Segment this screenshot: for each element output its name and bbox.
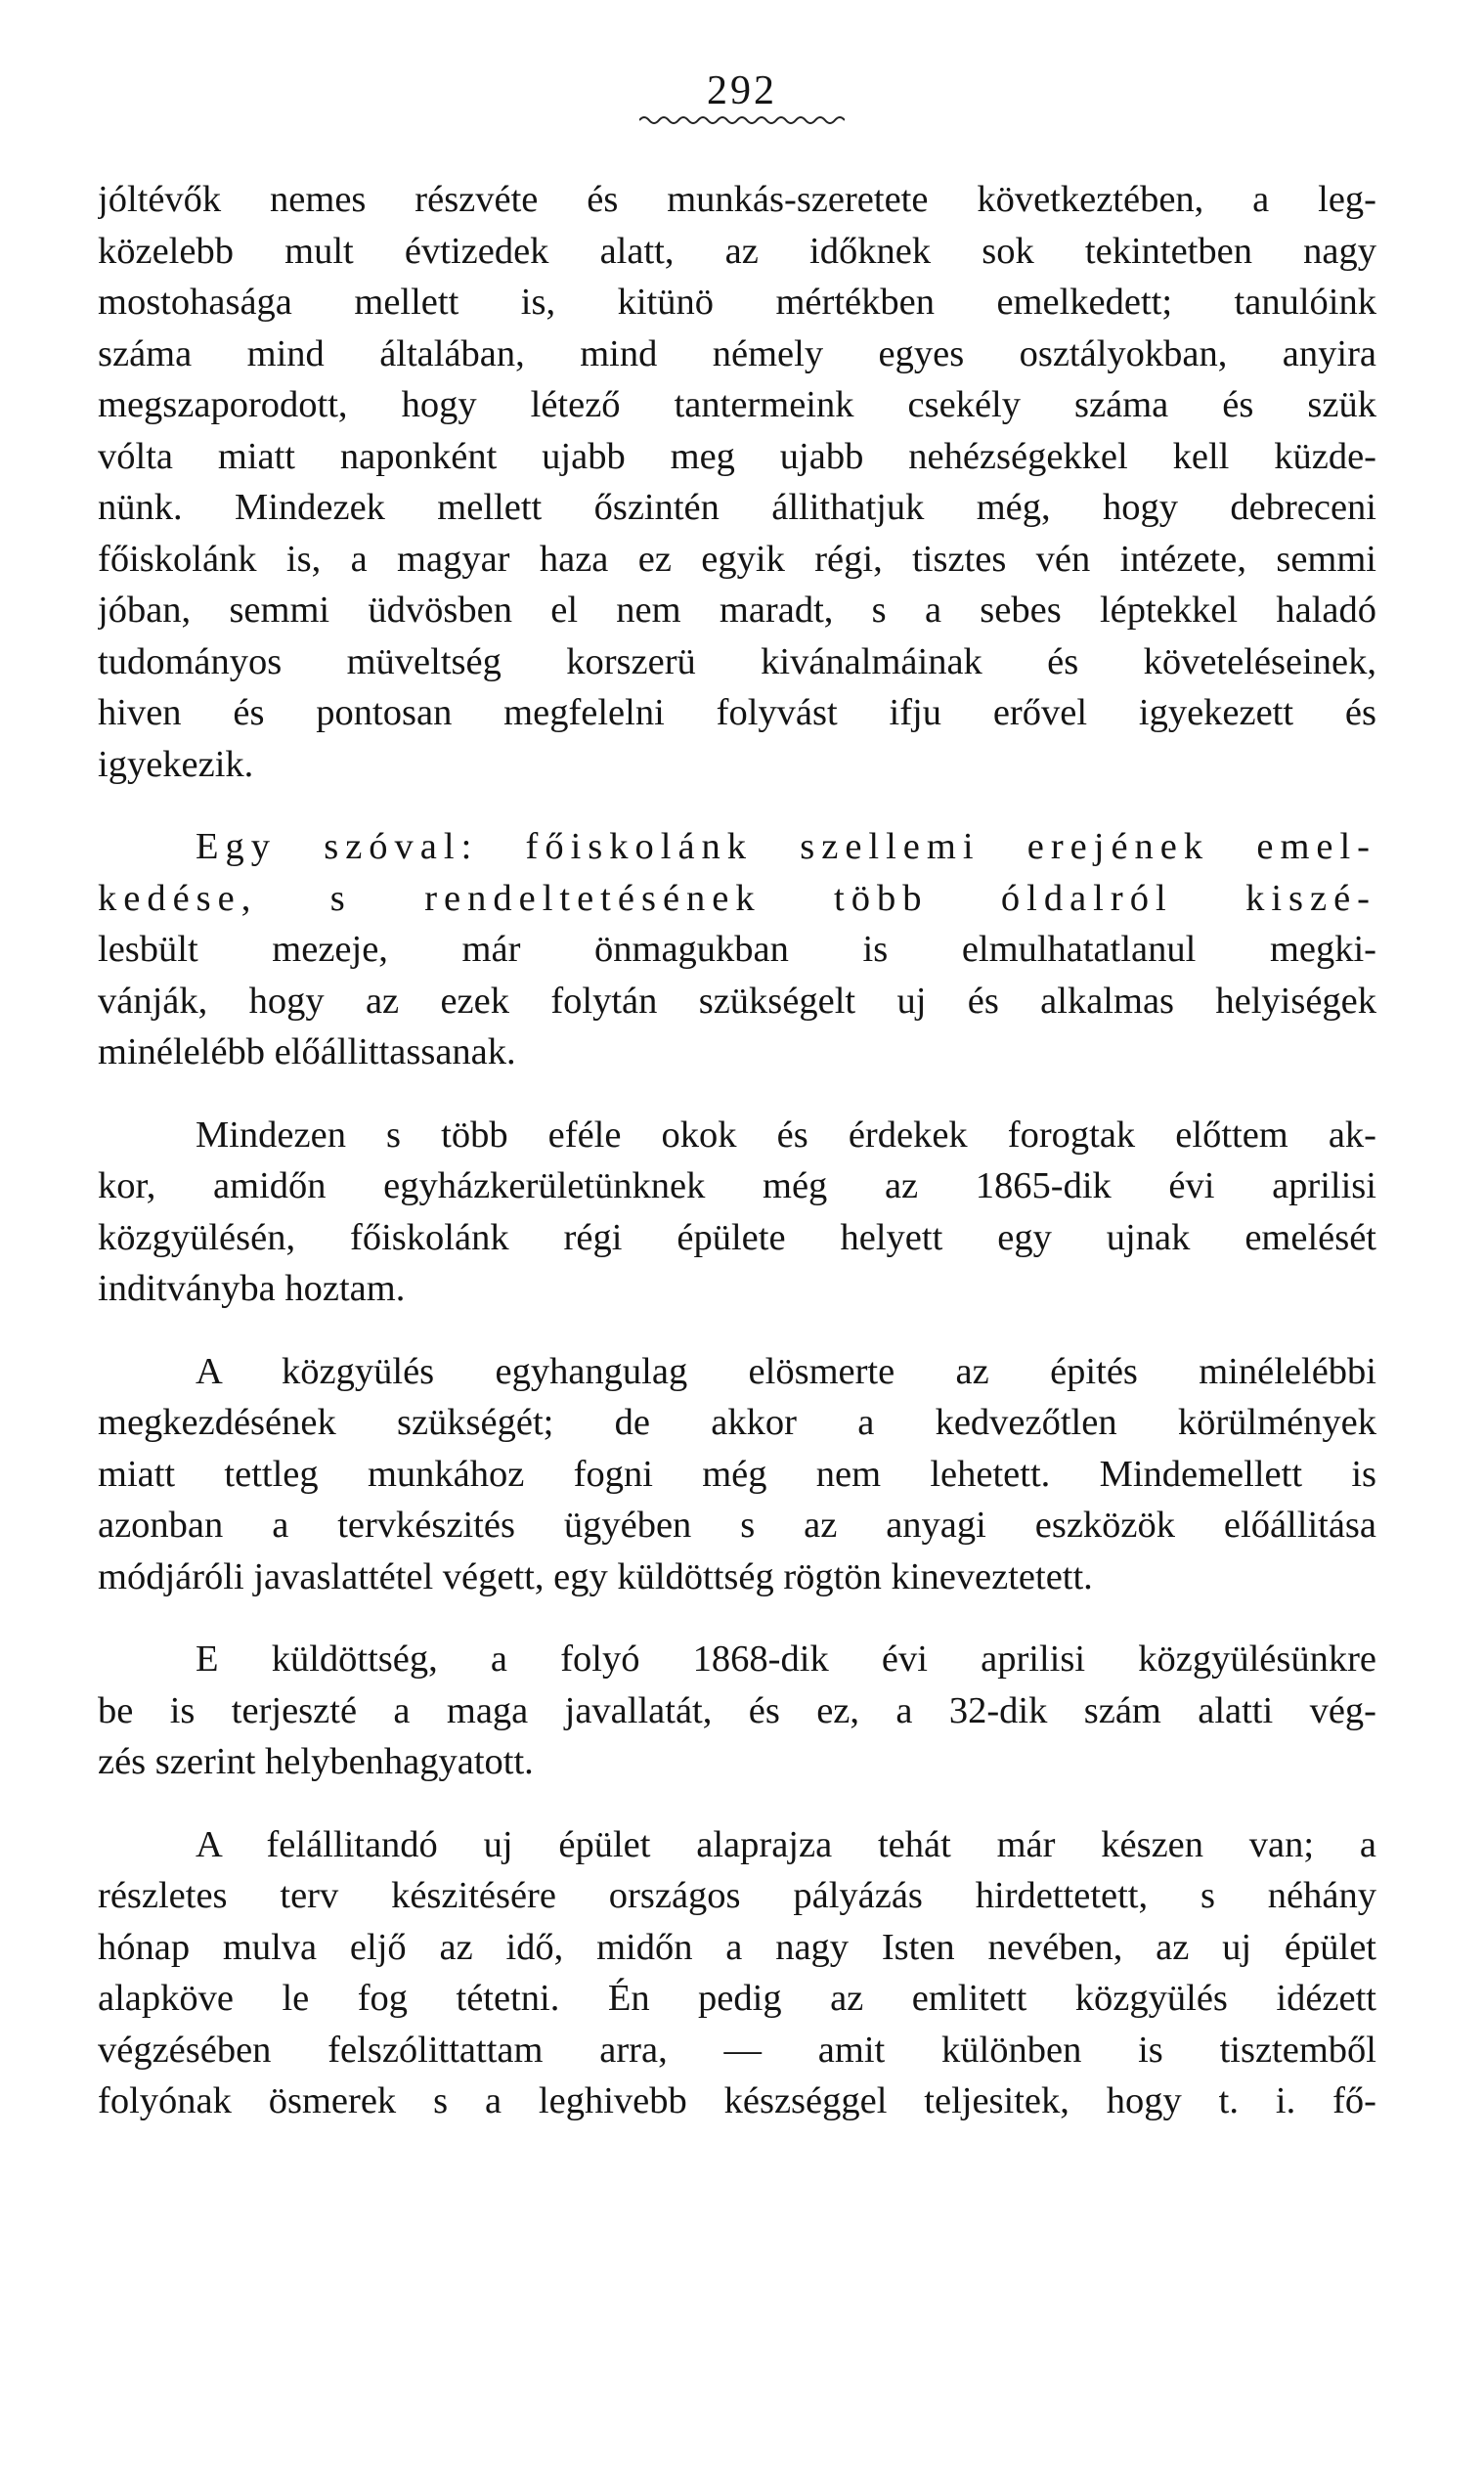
text-line: folyónak ösmerek s a leghivebb készséggel teljesitek, hogy t. i. fő- <box>98 2080 1376 2121</box>
text-line: vólta miatt naponként ujabb meg ujabb nehézségekkel kell küzde- <box>98 435 1376 477</box>
text-line: mostohasága mellett is, kitünö mértékben emelkedett; tanulóink <box>98 282 1376 323</box>
text-line: kor, amidőn egyházkerületünknek még az 1865-dik évi aprilisi <box>98 1165 1376 1206</box>
text-line: megszaporodott, hogy létező tantermeink csekély száma és szük <box>98 384 1376 425</box>
text-line: Mindezen s több eféle okok és érdekek forogtak előttem ak- <box>196 1114 1376 1156</box>
page-number: 292 <box>707 68 777 113</box>
paragraph <box>98 821 1376 1078</box>
text-line: főiskolánk is, a magyar haza ez egyik régi, tisztes vén intézete, semmi <box>98 538 1376 580</box>
text-line: hiven és pontosan megfelelni folyvást ifju erővel igyekezett és <box>98 692 1376 733</box>
text-line: A közgyülés egyhangulag elösmerte az épités minélelébbi <box>196 1350 1376 1392</box>
text-line: lesbült mezeje, már önmagukban is elmulhatatlanul megki- <box>98 929 1376 970</box>
text-line: kedése, s rendeltetésének több óldalról kiszé- <box>98 877 1376 919</box>
text-line: azonban a tervkészités ügyében s az anyagi eszközök előállitása <box>98 1505 1376 1546</box>
text-line: alapköve le fog tétetni. Én pedig az emlitett közgyülés idézett <box>98 1978 1376 2019</box>
paragraph <box>98 174 1376 790</box>
page-header <box>0 70 1484 127</box>
text-line: módjáróli javaslattétel végett, egy küldöttség rögtön kineveztetett. <box>98 1555 1093 1597</box>
text-line: minélelébb előállittassanak. <box>98 1031 516 1072</box>
text-line: közelebb mult évtizedek alatt, az időknek sok tekintetben nagy <box>98 230 1376 272</box>
text-line: A felállitandó uj épület alaprajza tehát már készen van; a <box>196 1823 1376 1865</box>
wavy-ornament-icon <box>639 113 845 127</box>
text-line: jóban, semmi üdvösben el nem maradt, s a sebes léptekkel haladó <box>98 590 1376 631</box>
paragraph <box>98 1819 1376 2127</box>
text-line: Egy szóval: főiskolánk szellemi erejének emel- <box>196 826 1376 867</box>
text-line: nünk. Mindezek mellett őszintén állithatjuk még, hogy debreceni <box>98 487 1376 528</box>
text-line: inditványba hoztam. <box>98 1268 406 1309</box>
text-line: közgyülésén, főiskolánk régi épülete helyett egy ujnak emelését <box>98 1216 1376 1258</box>
text-line: megkezdésének szükségét; de akkor a kedvezőtlen körülmények <box>98 1402 1376 1443</box>
paragraph <box>98 1634 1376 1788</box>
text-line: tudományos müveltség korszerü kivánalmáinak és követeléseinek, <box>98 640 1376 682</box>
paragraph <box>98 1346 1376 1603</box>
text-line: jóltévők nemes részvéte és munkás-szeretete következtében, a leg- <box>98 179 1376 220</box>
body-text <box>98 174 1376 2127</box>
text-line: hónap mulva eljő az idő, midőn a nagy Isten nevében, az uj épület <box>98 1926 1376 1968</box>
text-line: igyekezik. <box>98 743 254 785</box>
text-line: részletes terv készitésére országos pályázás hirdettetett, s néhány <box>98 1875 1376 1916</box>
text-line: zés szerint helybenhagyatott. <box>98 1741 534 1782</box>
text-line: E küldöttség, a folyó 1868-dik évi aprilisi közgyülésünkre <box>196 1638 1376 1680</box>
text-line: vánják, hogy az ezek folytán szükségelt uj és alkalmas helyiségek <box>98 980 1376 1022</box>
paragraph <box>98 1110 1376 1315</box>
text-line: miatt tettleg munkához fogni még nem lehetett. Mindemellett is <box>98 1453 1376 1495</box>
text-line: száma mind általában, mind némely egyes osztályokban, anyira <box>98 332 1376 374</box>
text-line: be is terjeszté a maga javallatát, és ez, a 32-dik szám alatti vég- <box>98 1689 1376 1731</box>
text-line: végzésében felszólittattam arra, — amit különben is tisztemből <box>98 2029 1376 2071</box>
